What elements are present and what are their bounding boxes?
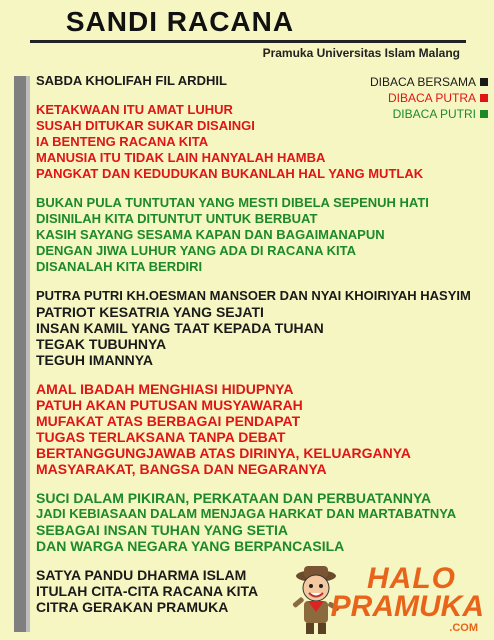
poem-line: SATYA PANDU DHARMA ISLAM: [36, 567, 247, 583]
poem-line: PATUH AKAN PUTUSAN MUSYAWARAH: [36, 397, 303, 413]
poem-line: SUCI DALAM PIKIRAN, PERKATAAN DAN PERBUATANNYA: [36, 490, 432, 506]
legend-label: DIBACA BERSAMA: [369, 75, 476, 89]
left-accent-bar-inner: [26, 76, 30, 632]
poem-line: ITULAH CITA-CITA RACANA KITA: [36, 583, 259, 599]
logo-halo-text: HALO: [367, 562, 456, 595]
poem-line: PATRIOT KESATRIA YANG SEJATI: [36, 304, 264, 320]
poem-line: PUTRA PUTRI KH.OESMAN MANSOER DAN NYAI KHOIRIYAH HASYIM: [36, 288, 471, 303]
legend-label: DIBACA PUTRI: [392, 107, 476, 121]
poem-line: BERTANGGUNGJAWAB ATAS DIRINYA, KELUARGANYA: [36, 445, 411, 461]
stanza-opening: [36, 73, 486, 89]
poem-body: [36, 73, 486, 628]
legend-label: DIBACA PUTRA: [387, 91, 476, 105]
poem-line: TEGUH IMANNYA: [36, 352, 153, 368]
poem-line: SABDA KHOLIFAH FIL ARDHIL: [36, 73, 227, 88]
logo-pramuka-text: PRAMUKA: [330, 590, 484, 623]
poem-line: KASIH SAYANG SESAMA KAPAN DAN BAGAIMANAPUN: [36, 227, 385, 242]
poem-line: SEBAGAI INSAN TUHAN YANG SETIA: [36, 522, 289, 538]
stanza-putri-2: [36, 490, 486, 554]
poem-line: TEGAK TUBUHNYA: [36, 336, 167, 352]
poem-line: IA BENTENG RACANA KITA: [36, 134, 209, 149]
title-underline: [30, 40, 466, 43]
halo-pramuka-logo: [286, 560, 486, 638]
logo-domain-text: .COM: [449, 622, 478, 634]
poem-line: DISINILAH KITA DITUNTUT UNTUK BERBUAT: [36, 211, 318, 226]
poem-line: DENGAN JIWA LUHUR YANG ADA DI RACANA KITA: [36, 243, 356, 258]
poem-line: AMAL IBADAH MENGHIASI HIDUPNYA: [36, 381, 294, 397]
poem-line: SUSAH DITUKAR SUKAR DISAINGI: [36, 118, 255, 133]
poem-line: MUFAKAT ATAS BERBAGAI PENDAPAT: [36, 413, 301, 429]
poem-line: MANUSIA ITU TIDAK LAIN HANYALAH HAMBA: [36, 150, 326, 165]
poem-line: DAN WARGA NEGARA YANG BERPANCASILA: [36, 538, 345, 554]
poem-line: KETAKWAAN ITU AMAT LUHUR: [36, 102, 233, 117]
stanza-putra-2: [36, 381, 486, 477]
page-title: SANDI RACANA: [65, 6, 295, 37]
poem-line: JADI KEBIASAAN DALAM MENJAGA HARKAT DAN MARTABATNYA: [36, 506, 457, 521]
poem-line: INSAN KAMIL YANG TAAT KEPADA TUHAN: [36, 320, 324, 336]
poem-line: DISANALAH KITA BERDIRI: [36, 259, 203, 274]
stanza-putri-1: [36, 195, 486, 275]
stanza-putra-1: [36, 102, 486, 182]
poem-line: MASYARAKAT, BANGSA DAN NEGARANYA: [36, 461, 327, 477]
subtitle: Pramuka Universitas Islam Malang: [262, 46, 460, 60]
left-accent-bar: [14, 76, 26, 632]
poem-line: BUKAN PULA TUNTUTAN YANG MESTI DIBELA SEPENUH HATI: [36, 195, 429, 210]
poem-line: TUGAS TERLAKSANA TANPA DEBAT: [36, 429, 286, 445]
poem-line: PANGKAT DAN KEDUDUKAN BUKANLAH HAL YANG MUTLAK: [36, 166, 424, 181]
stanza-bersama-1: [36, 288, 486, 368]
poem-line: CITRA GERAKAN PRAMUKA: [36, 599, 229, 615]
